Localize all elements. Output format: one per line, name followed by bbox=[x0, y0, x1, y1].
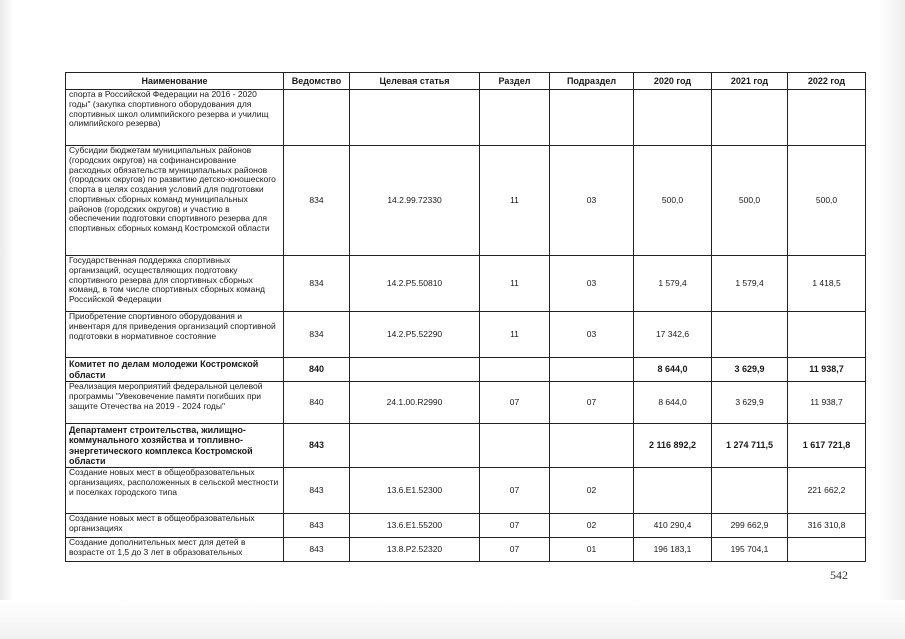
cell-subsection: 07 bbox=[550, 382, 634, 424]
column-header-2021: 2021 год bbox=[712, 73, 788, 90]
cell-2020: 17 342,6 bbox=[634, 312, 712, 358]
cell-department: 834 bbox=[284, 146, 350, 256]
cell-section: 07 bbox=[480, 382, 550, 424]
column-header-subsection: Подраздел bbox=[550, 73, 634, 90]
cell-department: 843 bbox=[284, 538, 350, 562]
cell-department: 843 bbox=[284, 468, 350, 514]
table-row bbox=[66, 468, 866, 514]
cell-target-article: 13.8.P2.52320 bbox=[350, 538, 480, 562]
cell-section: 07 bbox=[480, 514, 550, 538]
cell-2022: 1 617 721,8 bbox=[788, 424, 866, 468]
cell-name: Комитет по делам молодежи Костромской области bbox=[66, 358, 284, 382]
column-header-name: Наименование bbox=[66, 73, 284, 90]
table-row bbox=[66, 312, 866, 358]
column-header-section: Раздел bbox=[480, 73, 550, 90]
cell-2021: 500,0 bbox=[712, 146, 788, 256]
cell-2022 bbox=[788, 90, 866, 146]
cell-2022 bbox=[788, 538, 866, 562]
cell-department: 843 bbox=[284, 514, 350, 538]
budget-table bbox=[65, 72, 866, 562]
table-row bbox=[66, 382, 866, 424]
cell-name: спорта в Российской Федерации на 2016 - 2020 годы" (закупка спортивного оборудования для спортивных школ олимпийского резерва и училищ олимпийского резерва) bbox=[66, 90, 284, 146]
cell-section: 11 bbox=[480, 312, 550, 358]
cell-section bbox=[480, 424, 550, 468]
cell-department: 840 bbox=[284, 358, 350, 382]
cell-2022: 11 938,7 bbox=[788, 358, 866, 382]
cell-department: 840 bbox=[284, 382, 350, 424]
column-header-2020: 2020 год bbox=[634, 73, 712, 90]
cell-2021 bbox=[712, 312, 788, 358]
cell-subsection: 01 bbox=[550, 538, 634, 562]
cell-section: 07 bbox=[480, 538, 550, 562]
page-number: 542 bbox=[830, 568, 848, 582]
cell-name: Государственная поддержка спортивных организаций, осуществляющих подготовку спортивного резерва для спортивных сборных команд, в том числе спортивных сборных команд Российской Федерации bbox=[66, 256, 284, 312]
cell-subsection bbox=[550, 358, 634, 382]
cell-subsection: 03 bbox=[550, 312, 634, 358]
cell-subsection: 02 bbox=[550, 468, 634, 514]
cell-department: 834 bbox=[284, 312, 350, 358]
column-header-article: Целевая статья bbox=[350, 73, 480, 90]
cell-2020: 196 183,1 bbox=[634, 538, 712, 562]
cell-subsection: 03 bbox=[550, 256, 634, 312]
cell-2022: 1 418,5 bbox=[788, 256, 866, 312]
cell-name: Создание дополнительных мест для детей в возрасте от 1,5 до 3 лет в образовательных bbox=[66, 538, 284, 562]
cell-2021: 3 629,9 bbox=[712, 382, 788, 424]
cell-subsection: 03 bbox=[550, 146, 634, 256]
cell-2022: 11 938,7 bbox=[788, 382, 866, 424]
cell-subsection: 02 bbox=[550, 514, 634, 538]
cell-2021 bbox=[712, 468, 788, 514]
table-row bbox=[66, 424, 866, 468]
cell-target-article: 13.6.E1.52300 bbox=[350, 468, 480, 514]
column-header-dept: Ведомство bbox=[284, 73, 350, 90]
table-row bbox=[66, 146, 866, 256]
cell-2020: 500,0 bbox=[634, 146, 712, 256]
cell-subsection bbox=[550, 90, 634, 146]
table-row bbox=[66, 256, 866, 312]
cell-2020 bbox=[634, 468, 712, 514]
cell-department: 843 bbox=[284, 424, 350, 468]
scan-bottom-shading bbox=[0, 600, 905, 639]
table-row bbox=[66, 538, 866, 562]
cell-section: 11 bbox=[480, 256, 550, 312]
cell-name: Департамент строительства, жилищно-коммунального хозяйства и топливно-энергетического комплекса Костромской области bbox=[66, 424, 284, 468]
cell-2020: 8 644,0 bbox=[634, 382, 712, 424]
cell-name: Создание новых мест в общеобразовательных организациях bbox=[66, 514, 284, 538]
cell-name: Создание новых мест в общеобразовательных организациях, расположенных в сельской местности и поселках городского типа bbox=[66, 468, 284, 514]
cell-target-article bbox=[350, 90, 480, 146]
cell-2021: 3 629,9 bbox=[712, 358, 788, 382]
cell-section: 11 bbox=[480, 146, 550, 256]
cell-2020: 410 290,4 bbox=[634, 514, 712, 538]
cell-2022: 500,0 bbox=[788, 146, 866, 256]
cell-target-article bbox=[350, 424, 480, 468]
column-header-2022: 2022 год bbox=[788, 73, 866, 90]
cell-subsection bbox=[550, 424, 634, 468]
cell-department bbox=[284, 90, 350, 146]
cell-target-article bbox=[350, 358, 480, 382]
cell-2021 bbox=[712, 90, 788, 146]
cell-section bbox=[480, 90, 550, 146]
cell-2021: 1 274 711,5 bbox=[712, 424, 788, 468]
cell-department: 834 bbox=[284, 256, 350, 312]
cell-2021: 1 579,4 bbox=[712, 256, 788, 312]
cell-2021: 195 704,1 bbox=[712, 538, 788, 562]
table-header-row bbox=[66, 73, 866, 90]
table-row bbox=[66, 514, 866, 538]
table-row bbox=[66, 90, 866, 146]
cell-2020 bbox=[634, 90, 712, 146]
cell-target-article: 14.2.P5.52290 bbox=[350, 312, 480, 358]
cell-target-article: 13.6.E1.55200 bbox=[350, 514, 480, 538]
cell-2022: 221 662,2 bbox=[788, 468, 866, 514]
cell-section: 07 bbox=[480, 468, 550, 514]
cell-target-article: 24.1.00.R2990 bbox=[350, 382, 480, 424]
table-row bbox=[66, 358, 866, 382]
cell-name: Реализация мероприятий федеральной целевой программы "Увековечение памяти погибших при защите Отечества на 2019 - 2024 годы" bbox=[66, 382, 284, 424]
cell-2022: 316 310,8 bbox=[788, 514, 866, 538]
cell-2022 bbox=[788, 312, 866, 358]
cell-2020: 8 644,0 bbox=[634, 358, 712, 382]
cell-name: Приобретение спортивного оборудования и инвентаря для приведения организаций спортивной подготовки в нормативное состояние bbox=[66, 312, 284, 358]
cell-name: Субсидии бюджетам муниципальных районов (городских округов) на софинансирование расходных обязательств муниципальных районов (городских округов) по развитию детско-юношеского спорта в целях создания условий для подготовки спортивных сборных команд муниципальных районов (городских округов) и участию в обеспечении подготовки спортивного резерва для спортивных сборных команд Костромской области bbox=[66, 146, 284, 256]
cell-target-article: 14.2.99.72330 bbox=[350, 146, 480, 256]
cell-target-article: 14.2.P5.50810 bbox=[350, 256, 480, 312]
cell-2020: 1 579,4 bbox=[634, 256, 712, 312]
cell-2020: 2 116 892,2 bbox=[634, 424, 712, 468]
cell-section bbox=[480, 358, 550, 382]
table-body bbox=[66, 90, 866, 562]
cell-2021: 299 662,9 bbox=[712, 514, 788, 538]
